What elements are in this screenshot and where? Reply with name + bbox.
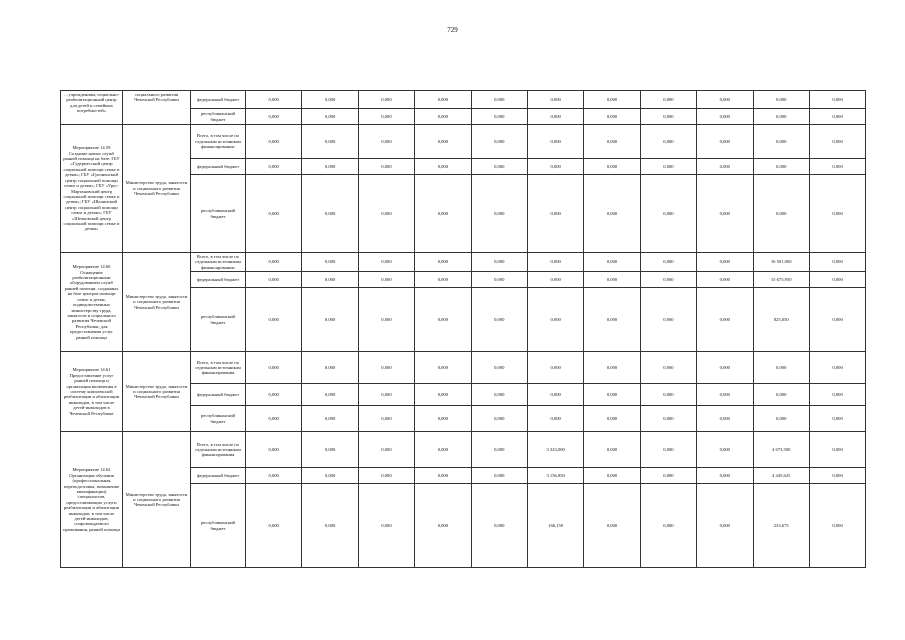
value-cell: 0,000 (584, 109, 640, 125)
value-cell: 0,000 (640, 288, 696, 352)
value-cell: 0,000 (302, 432, 358, 468)
value-cell: 0,000 (415, 159, 471, 175)
value-cell: 0,000 (471, 159, 527, 175)
value-cell: 0,000 (640, 352, 696, 384)
measure-cell: …учреждениям, социально-реабилитационный центр для детей и семейных потребностей» (61, 91, 123, 125)
value-cell: 0,000 (471, 484, 527, 568)
value-cell: 0,000 (584, 352, 640, 384)
value-cell: 0,000 (471, 175, 527, 253)
value-cell: 0,000 (753, 406, 809, 432)
funding-source-cell: федеральный бюджет (191, 91, 246, 109)
value-cell: 0,000 (697, 159, 753, 175)
value-cell: 0,000 (697, 253, 753, 272)
value-cell: 0,000 (246, 288, 302, 352)
value-cell: 0,000 (640, 175, 696, 253)
value-cell: 0,000 (415, 288, 471, 352)
value-cell: 0,000 (246, 125, 302, 159)
value-cell: 0,000 (809, 159, 865, 175)
value-cell: 0,000 (302, 288, 358, 352)
value-cell: 0,000 (527, 175, 583, 253)
value-cell: 0,000 (809, 175, 865, 253)
value-cell: 0,000 (358, 125, 414, 159)
value-cell: 0,000 (809, 253, 865, 272)
value-cell: 0,000 (584, 91, 640, 109)
value-cell: 0,000 (358, 159, 414, 175)
value-cell: 0,000 (246, 91, 302, 109)
executor-cell: Министерство труда, занятости и социального развития Чеченской Республики (123, 125, 191, 253)
value-cell: 0,000 (584, 272, 640, 288)
value-cell: 0,000 (527, 253, 583, 272)
value-cell: 0,000 (415, 125, 471, 159)
value-cell: 0,000 (584, 253, 640, 272)
value-cell: 0,000 (471, 272, 527, 288)
value-cell: 0,000 (246, 159, 302, 175)
value-cell: 0,000 (527, 272, 583, 288)
value-cell: 0,000 (809, 272, 865, 288)
value-cell: 0,000 (471, 91, 527, 109)
value-cell: 4 445,625 (753, 468, 809, 484)
value-cell: 0,000 (527, 109, 583, 125)
value-cell: 166,150 (527, 484, 583, 568)
value-cell: 0,000 (584, 159, 640, 175)
measure-cell: Мероприятие 14.60 Оснащение реабилитационным оборудованием служб ранней помощи, созданных на базе центров помощи семье и детям, подведомственных министерству труда, занятости и социального развития Чеченской Республики, для предоставления услуг ранней помощи (61, 253, 123, 352)
value-cell: 0,000 (584, 406, 640, 432)
value-cell: 0,000 (753, 109, 809, 125)
funding-source-cell: Всего, в том числе по отдельным источникам финансирования: (191, 253, 246, 272)
value-cell: 0,000 (640, 484, 696, 568)
value-cell: 0,000 (640, 125, 696, 159)
table-row (61, 253, 866, 272)
value-cell: 0,000 (471, 109, 527, 125)
value-cell: 0,000 (302, 272, 358, 288)
value-cell: 0,000 (697, 91, 753, 109)
value-cell: 0,000 (753, 352, 809, 384)
value-cell: 0,000 (302, 406, 358, 432)
value-cell: 0,000 (809, 109, 865, 125)
value-cell: 0,000 (415, 406, 471, 432)
value-cell: 0,000 (584, 384, 640, 406)
value-cell: 0,000 (358, 432, 414, 468)
value-cell: 0,000 (697, 432, 753, 468)
value-cell: 0,000 (246, 384, 302, 406)
value-cell: 0,000 (697, 352, 753, 384)
page-number: 729 (447, 26, 458, 34)
funding-source-cell: республиканский бюджет (191, 406, 246, 432)
table-row (61, 432, 866, 468)
value-cell: 0,000 (527, 384, 583, 406)
value-cell: 0,000 (415, 109, 471, 125)
funding-source-cell: республиканский бюджет (191, 175, 246, 253)
value-cell: 0,000 (415, 484, 471, 568)
value-cell: 0,000 (640, 253, 696, 272)
value-cell: 0,000 (415, 272, 471, 288)
measure-cell: Мероприятие 14.61 Предоставление услуг ранней помощи и организация включения в систему комплексной реабилитации и абилитации инвалидов, в том числе детей-инвалидов в Чеченской Республике (61, 352, 123, 432)
value-cell: 0,000 (697, 384, 753, 406)
value-cell: 0,000 (471, 253, 527, 272)
value-cell: 0,000 (584, 288, 640, 352)
table-row (61, 352, 866, 384)
funding-source-cell: федеральный бюджет (191, 468, 246, 484)
value-cell: 0,000 (358, 468, 414, 484)
value-cell: 0,000 (584, 175, 640, 253)
value-cell: 0,000 (302, 109, 358, 125)
value-cell: 0,000 (246, 484, 302, 568)
value-cell: 0,000 (697, 125, 753, 159)
value-cell: 0,000 (246, 406, 302, 432)
value-cell: 0,000 (302, 384, 358, 406)
funding-source-cell: республиканский бюджет (191, 484, 246, 568)
value-cell: 0,000 (415, 432, 471, 468)
value-cell: 0,000 (358, 384, 414, 406)
value-cell: 0,000 (809, 406, 865, 432)
value-cell: 0,000 (246, 272, 302, 288)
value-cell: 0,000 (640, 159, 696, 175)
table-row (61, 91, 866, 109)
value-cell: 0,000 (358, 272, 414, 288)
value-cell: 233,675 (753, 484, 809, 568)
value-cell: 0,000 (358, 406, 414, 432)
value-cell: 0,000 (358, 288, 414, 352)
value-cell: 0,000 (358, 352, 414, 384)
value-cell: 0,000 (302, 484, 358, 568)
value-cell: 0,000 (246, 253, 302, 272)
value-cell: 0,000 (527, 125, 583, 159)
value-cell: 825,050 (753, 288, 809, 352)
funding-source-cell: Всего, в том числе по отдельным источникам финансирования (191, 352, 246, 384)
value-cell: 15 675,950 (753, 272, 809, 288)
value-cell: 0,000 (471, 288, 527, 352)
executor-cell: Министерство труда, занятости и социального развития Чеченской Республики (123, 352, 191, 432)
value-cell: 0,000 (358, 484, 414, 568)
executor-cell: Министерство труда, занятости и социального развития Чеченской Республики (123, 432, 191, 568)
value-cell: 0,000 (415, 253, 471, 272)
value-cell: 0,000 (809, 91, 865, 109)
value-cell: 0,000 (753, 159, 809, 175)
value-cell: 0,000 (246, 175, 302, 253)
value-cell: 0,000 (471, 432, 527, 468)
value-cell: 0,000 (640, 272, 696, 288)
value-cell: 0,000 (697, 272, 753, 288)
executor-cell: Министерство труда, занятости и социального развития Чеченской Республики (123, 253, 191, 352)
value-cell: 0,000 (246, 352, 302, 384)
value-cell: 0,000 (527, 352, 583, 384)
table-row (61, 125, 866, 159)
budget-table (60, 90, 866, 568)
value-cell: 0,000 (471, 468, 527, 484)
value-cell: 0,000 (584, 484, 640, 568)
value-cell: 0,000 (753, 91, 809, 109)
value-cell: 0,000 (527, 406, 583, 432)
value-cell: 0,000 (640, 91, 696, 109)
value-cell: 0,000 (246, 432, 302, 468)
value-cell: 0,000 (640, 406, 696, 432)
value-cell: 0,000 (697, 175, 753, 253)
executor-cell: социального развития Чеченской Республики (123, 91, 191, 125)
value-cell: 3 323,000 (527, 432, 583, 468)
value-cell: 0,000 (753, 125, 809, 159)
funding-source-cell: федеральный бюджет (191, 159, 246, 175)
value-cell: 0,000 (584, 468, 640, 484)
value-cell: 3 156,850 (527, 468, 583, 484)
value-cell: 0,000 (246, 468, 302, 484)
value-cell: 0,000 (809, 468, 865, 484)
value-cell: 0,000 (584, 125, 640, 159)
value-cell: 0,000 (640, 468, 696, 484)
value-cell: 0,000 (697, 406, 753, 432)
value-cell: 0,000 (527, 288, 583, 352)
value-cell: 0,000 (415, 352, 471, 384)
value-cell: 0,000 (471, 352, 527, 384)
value-cell: 4 673,500 (753, 432, 809, 468)
value-cell: 0,000 (697, 288, 753, 352)
funding-source-cell: федеральный бюджет (191, 272, 246, 288)
value-cell: 0,000 (640, 109, 696, 125)
value-cell: 0,000 (358, 109, 414, 125)
measure-cell: Мероприятие 14.59 Создание новых служб ранней помощи на базе: ГБУ «Гудермесский центр социальной помощи семье и детям»; ГБУ «Грозненский центр социальной помощи семье и детям»; ГБУ «Урус-Мартановский центр социальной помощи семье и детям»; ГБУ «Шалинский центр социальной помощи семье и детям»; ГБУ «Шелковской центр социальной помощи семье и детям» (61, 125, 123, 253)
value-cell: 0,000 (471, 384, 527, 406)
measure-cell: Мероприятие 14.62 Организация обучения (профессиональная переподготовка, повышение квалификации) специалистов, предоставляющих услуги реабилитации и абилитации инвалидов, в том числе детей-инвалидов, сопровождаемого проживания, ранней помощи (61, 432, 123, 568)
value-cell: 0,000 (358, 253, 414, 272)
value-cell: 0,000 (415, 384, 471, 406)
value-cell: 0,000 (527, 159, 583, 175)
value-cell: 0,000 (415, 468, 471, 484)
value-cell: 0,000 (697, 484, 753, 568)
value-cell: 0,000 (471, 125, 527, 159)
value-cell: 0,000 (302, 253, 358, 272)
value-cell: 0,000 (809, 288, 865, 352)
value-cell: 0,000 (358, 91, 414, 109)
value-cell: 0,000 (753, 384, 809, 406)
value-cell: 0,000 (246, 109, 302, 125)
value-cell: 0,000 (302, 175, 358, 253)
value-cell: 0,000 (640, 432, 696, 468)
value-cell: 0,000 (302, 125, 358, 159)
value-cell: 0,000 (302, 159, 358, 175)
value-cell: 0,000 (640, 384, 696, 406)
funding-source-cell: республиканский бюджет (191, 288, 246, 352)
value-cell: 0,000 (471, 406, 527, 432)
value-cell: 0,000 (302, 352, 358, 384)
value-cell: 0,000 (527, 91, 583, 109)
funding-source-cell: Всего, в том числе по отдельным источникам финансирования (191, 432, 246, 468)
value-cell: 0,000 (809, 384, 865, 406)
value-cell: 0,000 (415, 175, 471, 253)
value-cell: 0,000 (809, 484, 865, 568)
value-cell: 0,000 (809, 125, 865, 159)
value-cell: 0,000 (302, 91, 358, 109)
value-cell: 0,000 (697, 468, 753, 484)
value-cell: 0,000 (697, 109, 753, 125)
funding-source-cell: Всего, в том числе по отдельным источникам финансирования: (191, 125, 246, 159)
funding-source-cell: республиканский бюджет (191, 109, 246, 125)
funding-source-cell: федеральный бюджет (191, 384, 246, 406)
value-cell: 0,000 (753, 175, 809, 253)
value-cell: 0,000 (809, 432, 865, 468)
value-cell: 0,000 (358, 175, 414, 253)
value-cell: 0,000 (302, 468, 358, 484)
value-cell: 16 501,000 (753, 253, 809, 272)
value-cell: 0,000 (809, 352, 865, 384)
value-cell: 0,000 (415, 91, 471, 109)
value-cell: 0,000 (584, 432, 640, 468)
